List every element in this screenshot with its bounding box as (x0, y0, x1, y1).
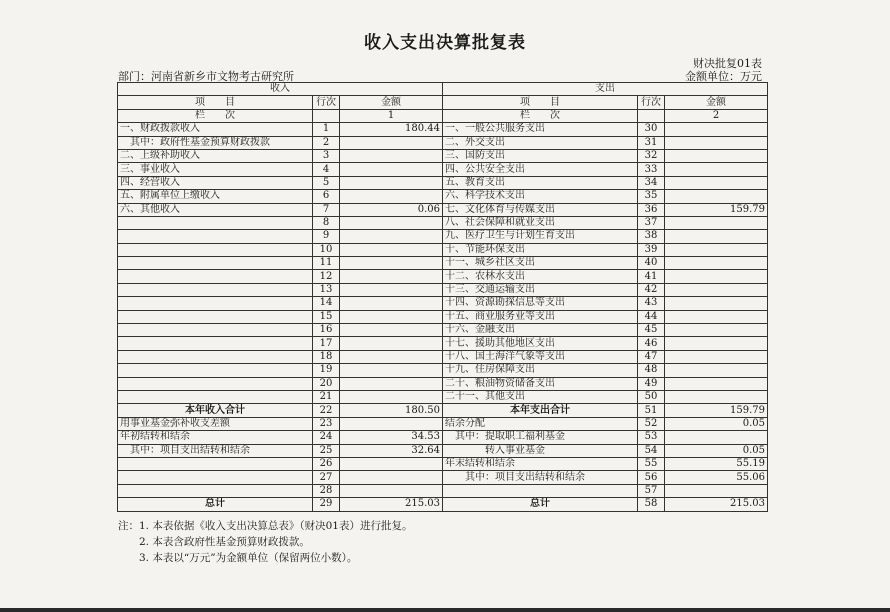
income-amount: 180.50 (340, 404, 443, 417)
table-row (118, 216, 768, 229)
income-item (118, 257, 313, 270)
expense-rowno-header: 行次 (638, 96, 665, 109)
expense-row-number: 43 (638, 297, 665, 310)
expense-item: 六、科学技术支出 (443, 190, 638, 203)
income-row-number: 8 (313, 216, 340, 229)
table-column-header (118, 96, 768, 109)
income-amount (340, 310, 443, 323)
income-amount (340, 163, 443, 176)
expense-amount (665, 176, 768, 189)
expense-column-rowno (638, 109, 665, 122)
expense-item: 十三、交通运输支出 (443, 283, 638, 296)
note-line: 注：1. 本表依据《收入支出决算总表》（财决01表）进行批复。 (118, 520, 413, 532)
expense-row-number: 34 (638, 176, 665, 189)
income-item (118, 243, 313, 256)
income-row-number: 28 (313, 484, 340, 497)
expense-amount (665, 149, 768, 162)
expense-row-number: 37 (638, 216, 665, 229)
expense-row-number: 44 (638, 310, 665, 323)
expense-amount (665, 216, 768, 229)
notes (118, 518, 412, 566)
table-row (118, 243, 768, 256)
expense-item: 十、节能环保支出 (443, 243, 638, 256)
expense-amount: 159.79 (665, 203, 768, 216)
income-item (118, 337, 313, 350)
expense-row-number: 42 (638, 283, 665, 296)
expense-row-number: 48 (638, 364, 665, 377)
income-amount (340, 337, 443, 350)
table-row (118, 283, 768, 296)
expense-row-number: 39 (638, 243, 665, 256)
expense-amount (665, 163, 768, 176)
income-amount-header: 金额 (340, 96, 443, 109)
income-item: 总计 (118, 498, 313, 511)
expense-amount: 55.06 (665, 471, 768, 484)
expense-row-number: 47 (638, 350, 665, 363)
budget-table (117, 82, 768, 512)
table-row (118, 310, 768, 323)
income-column-number: 1 (340, 109, 443, 122)
expense-amount: 159.79 (665, 404, 768, 417)
expense-amount (665, 484, 768, 497)
table-row (118, 270, 768, 283)
expense-row-number: 46 (638, 337, 665, 350)
income-amount (340, 257, 443, 270)
income-amount: 180.44 (340, 123, 443, 136)
income-item (118, 364, 313, 377)
income-item: 用事业基金弥补收支差额 (118, 417, 313, 430)
expense-item: 二十一、其他支出 (443, 390, 638, 403)
income-item: 五、附属单位上缴收入 (118, 190, 313, 203)
expense-row-number: 52 (638, 417, 665, 430)
expense-row-number: 41 (638, 270, 665, 283)
expense-item: 七、文化体育与传媒支出 (443, 203, 638, 216)
table-row (118, 350, 768, 363)
expense-item: 本年支出合计 (443, 404, 638, 417)
expense-amount (665, 136, 768, 149)
income-amount (340, 417, 443, 430)
income-amount (340, 390, 443, 403)
expense-amount: 0.05 (665, 444, 768, 457)
expense-amount (665, 350, 768, 363)
income-row-number: 23 (313, 417, 340, 430)
expense-item: 三、国防支出 (443, 149, 638, 162)
table-row (118, 471, 768, 484)
income-row-number: 19 (313, 364, 340, 377)
expense-item: 二、外交支出 (443, 136, 638, 149)
income-amount (340, 216, 443, 229)
expense-row-number: 51 (638, 404, 665, 417)
income-amount (340, 350, 443, 363)
expense-amount (665, 337, 768, 350)
income-row-number: 26 (313, 457, 340, 470)
income-item (118, 310, 313, 323)
note-line: 3. 本表以“万元”为金额单位（保留两位小数）。 (118, 552, 358, 564)
expense-item: 十九、住房保障支出 (443, 364, 638, 377)
expense-item: 十四、资源勘探信息等支出 (443, 297, 638, 310)
table-row (118, 404, 768, 417)
income-item-header: 项 目 (118, 96, 313, 109)
expense-row-number: 54 (638, 444, 665, 457)
income-amount (340, 324, 443, 337)
income-item: 一、财政拨款收入 (118, 123, 313, 136)
department-label: 部门：河南省新乡市文物考古研究所 (118, 70, 294, 83)
income-row-number: 16 (313, 324, 340, 337)
income-row-number: 3 (313, 149, 340, 162)
expense-row-number: 56 (638, 471, 665, 484)
income-amount: 215.03 (340, 498, 443, 511)
expense-item: 九、医疗卫生与计划生育支出 (443, 230, 638, 243)
income-item (118, 270, 313, 283)
table-row (118, 203, 768, 216)
expense-amount (665, 230, 768, 243)
income-item: 本年收入合计 (118, 404, 313, 417)
income-item: 其中：政府性基金预算财政拨款 (118, 136, 313, 149)
table-column-number-row (118, 109, 768, 122)
income-row-number: 20 (313, 377, 340, 390)
income-row-number: 4 (313, 163, 340, 176)
expense-amount (665, 257, 768, 270)
expense-amount (665, 190, 768, 203)
expense-section-header: 支出 (443, 83, 768, 96)
expense-row-number: 57 (638, 484, 665, 497)
table-row (118, 176, 768, 189)
expense-amount (665, 297, 768, 310)
income-section-header: 收入 (118, 83, 443, 96)
income-row-number: 25 (313, 444, 340, 457)
income-row-number: 29 (313, 498, 340, 511)
expense-item: 八、社会保障和就业支出 (443, 216, 638, 229)
expense-amount (665, 283, 768, 296)
expense-item-header: 项 目 (443, 96, 638, 109)
income-amount (340, 457, 443, 470)
expense-amount (665, 431, 768, 444)
table-row (118, 457, 768, 470)
income-row-number: 7 (313, 203, 340, 216)
income-item: 三、事业收入 (118, 163, 313, 176)
income-amount (340, 149, 443, 162)
income-amount: 32.64 (340, 444, 443, 457)
expense-row-number: 32 (638, 149, 665, 162)
income-amount: 34.53 (340, 431, 443, 444)
expense-item: 十七、援助其他地区支出 (443, 337, 638, 350)
income-row-number: 18 (313, 350, 340, 363)
expense-item: 十六、金融支出 (443, 324, 638, 337)
expense-row-number: 53 (638, 431, 665, 444)
unit-label: 金额单位：万元 (685, 70, 762, 83)
table-row (118, 431, 768, 444)
income-item: 六、其他收入 (118, 203, 313, 216)
income-item (118, 377, 313, 390)
expense-row-number: 58 (638, 498, 665, 511)
expense-row-number: 45 (638, 324, 665, 337)
income-row-number: 10 (313, 243, 340, 256)
income-row-number: 6 (313, 190, 340, 203)
table-row (118, 163, 768, 176)
income-rowno-header: 行次 (313, 96, 340, 109)
income-item (118, 283, 313, 296)
income-row-number: 17 (313, 337, 340, 350)
expense-amount (665, 324, 768, 337)
expense-amount (665, 310, 768, 323)
expense-item: 十一、城乡社区支出 (443, 257, 638, 270)
income-amount (340, 176, 443, 189)
income-amount (340, 230, 443, 243)
income-item (118, 350, 313, 363)
income-row-number: 5 (313, 176, 340, 189)
page-title: 收入支出决算批复表 (364, 33, 526, 53)
expense-row-number: 38 (638, 230, 665, 243)
income-amount: 0.06 (340, 203, 443, 216)
table-row (118, 136, 768, 149)
expense-row-number: 30 (638, 123, 665, 136)
table-row (118, 123, 768, 136)
income-item (118, 216, 313, 229)
table-row (118, 484, 768, 497)
expense-item: 五、教育支出 (443, 176, 638, 189)
table-row (118, 390, 768, 403)
expense-column-number: 2 (665, 109, 768, 122)
expense-row-number: 55 (638, 457, 665, 470)
income-amount (340, 484, 443, 497)
income-amount (340, 243, 443, 256)
expense-amount: 0.05 (665, 417, 768, 430)
income-amount (340, 471, 443, 484)
expense-row-number: 40 (638, 257, 665, 270)
income-item: 年初结转和结余 (118, 431, 313, 444)
income-row-number: 15 (313, 310, 340, 323)
income-item: 四、经营收入 (118, 176, 313, 189)
expense-item: 十五、商业服务业等支出 (443, 310, 638, 323)
table-row (118, 417, 768, 430)
expense-item: 转入事业基金 (443, 444, 638, 457)
income-item (118, 390, 313, 403)
expense-item: 年末结转和结余 (443, 457, 638, 470)
expense-row-number: 35 (638, 190, 665, 203)
expense-amount (665, 270, 768, 283)
form-id: 财决批复01表 (693, 57, 762, 70)
income-row-number: 2 (313, 136, 340, 149)
expense-row-number: 49 (638, 377, 665, 390)
income-column-label: 栏 次 (118, 109, 313, 122)
income-row-number: 12 (313, 270, 340, 283)
income-row-number: 9 (313, 230, 340, 243)
expense-item: 其中：项目支出结转和结余 (443, 471, 638, 484)
expense-amount (665, 377, 768, 390)
expense-amount: 55.19 (665, 457, 768, 470)
income-row-number: 24 (313, 431, 340, 444)
table-row (118, 257, 768, 270)
income-row-number: 22 (313, 404, 340, 417)
income-amount (340, 190, 443, 203)
expense-amount (665, 390, 768, 403)
income-item: 其中：项目支出结转和结余 (118, 444, 313, 457)
expense-item: 一、一般公共服务支出 (443, 123, 638, 136)
expense-amount (665, 364, 768, 377)
income-row-number: 27 (313, 471, 340, 484)
table-row (118, 377, 768, 390)
expense-amount (665, 123, 768, 136)
table-row (118, 190, 768, 203)
note-line: 2. 本表含政府性基金预算财政拨款。 (118, 536, 310, 548)
expense-row-number: 36 (638, 203, 665, 216)
expense-item: 十八、国土海洋气象等支出 (443, 350, 638, 363)
table-row (118, 444, 768, 457)
income-column-rowno (313, 109, 340, 122)
expense-row-number: 31 (638, 136, 665, 149)
expense-amount: 215.03 (665, 498, 768, 511)
table-section-header (118, 83, 768, 96)
income-amount (340, 297, 443, 310)
income-item: 二、上级补助收入 (118, 149, 313, 162)
table-row (118, 498, 768, 511)
income-row-number: 14 (313, 297, 340, 310)
income-item (118, 324, 313, 337)
table-row (118, 297, 768, 310)
expense-item: 结余分配 (443, 417, 638, 430)
income-item (118, 297, 313, 310)
expense-item: 其中：提取职工福利基金 (443, 431, 638, 444)
income-row-number: 11 (313, 257, 340, 270)
table-row (118, 230, 768, 243)
expense-item: 二十、粮油物资储备支出 (443, 377, 638, 390)
income-item (118, 484, 313, 497)
table-row (118, 324, 768, 337)
income-amount (340, 377, 443, 390)
income-item (118, 457, 313, 470)
table-row (118, 364, 768, 377)
income-amount (340, 283, 443, 296)
income-row-number: 1 (313, 123, 340, 136)
expense-item: 十二、农林水支出 (443, 270, 638, 283)
table-row (118, 149, 768, 162)
scan-edge (0, 608, 890, 612)
income-item (118, 471, 313, 484)
expense-row-number: 50 (638, 390, 665, 403)
income-amount (340, 364, 443, 377)
income-row-number: 21 (313, 390, 340, 403)
income-item (118, 230, 313, 243)
expense-amount-header: 金额 (665, 96, 768, 109)
expense-amount (665, 243, 768, 256)
income-row-number: 13 (313, 283, 340, 296)
expense-item: 总计 (443, 498, 638, 511)
expense-item: 四、公共安全支出 (443, 163, 638, 176)
table-row (118, 337, 768, 350)
expense-row-number: 33 (638, 163, 665, 176)
expense-item (443, 484, 638, 497)
expense-column-label: 栏 次 (443, 109, 638, 122)
income-amount (340, 270, 443, 283)
income-amount (340, 136, 443, 149)
